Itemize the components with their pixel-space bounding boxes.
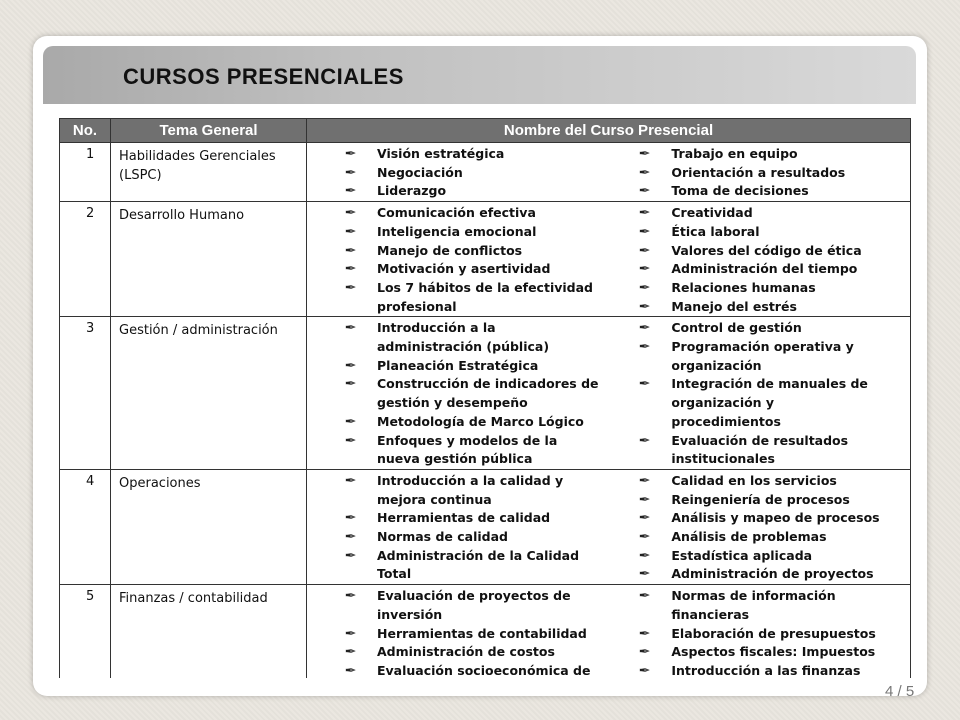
course-name: Herramientas de contabilidad (377, 625, 587, 641)
quill-bullet-icon: ✒ (344, 645, 357, 659)
course-item (638, 509, 910, 528)
course-item (344, 279, 605, 316)
courses-table-container (59, 118, 911, 678)
row-number: 4 (60, 469, 111, 584)
course-item (638, 662, 910, 678)
course-item (638, 145, 910, 164)
quill-bullet-icon: ✒ (344, 262, 357, 276)
course-column-left (307, 204, 605, 316)
course-name: Aspectos fiscales: Impuestos (671, 644, 876, 660)
quill-bullet-icon: ✒ (638, 321, 651, 335)
quill-bullet-icon: ✒ (344, 184, 357, 198)
course-name: Administración de costos (377, 644, 555, 660)
course-name: Relaciones humanas (671, 279, 816, 295)
course-name: Estadística aplicada (671, 547, 813, 563)
course-name: Análisis de problemas (671, 529, 827, 545)
table-row (60, 585, 911, 678)
table-row (60, 469, 911, 584)
topic-cell: Habilidades Gerenciales (LSPC) (111, 143, 307, 202)
quill-bullet-icon: ✒ (344, 321, 357, 335)
quill-bullet-icon: ✒ (344, 206, 357, 220)
quill-bullet-icon: ✒ (638, 492, 651, 506)
course-column-left (307, 472, 605, 584)
quill-bullet-icon: ✒ (638, 626, 651, 640)
course-name: Administración del tiempo (671, 261, 858, 277)
course-item (638, 587, 910, 624)
course-name: Administración de proyectos (671, 566, 874, 582)
course-name: Normas de información financieras (671, 588, 836, 622)
course-item (638, 260, 910, 279)
course-item (344, 242, 605, 261)
quill-bullet-icon: ✒ (344, 473, 357, 487)
topic-cell: Finanzas / contabilidad (111, 585, 307, 678)
table-row (60, 317, 911, 470)
course-column-left (307, 587, 605, 678)
course-name: Reingeniería de procesos (671, 491, 850, 507)
course-item (344, 164, 605, 183)
quill-bullet-icon: ✒ (638, 511, 651, 525)
course-item (344, 260, 605, 279)
course-column-right (605, 587, 910, 678)
course-item (638, 182, 910, 201)
quill-bullet-icon: ✒ (344, 433, 357, 447)
course-name: Orientación a resultados (671, 164, 846, 180)
course-item (638, 298, 910, 317)
header-course-name: Nombre del Curso Presencial (307, 119, 911, 143)
course-item (638, 319, 910, 338)
course-name: Toma de decisiones (671, 183, 809, 199)
quill-bullet-icon: ✒ (344, 511, 357, 525)
quill-bullet-icon: ✒ (638, 567, 651, 581)
course-column-right (605, 204, 910, 316)
courses-cell (307, 585, 911, 678)
course-item (344, 528, 605, 547)
page-number: 4 / 5 (885, 683, 915, 700)
course-item (344, 547, 605, 584)
courses-cell (307, 469, 911, 584)
table-row (60, 202, 911, 317)
course-name: Introducción a las finanzas (671, 662, 861, 678)
course-item (638, 242, 910, 261)
course-item (344, 204, 605, 223)
course-item (638, 472, 910, 491)
course-item (638, 528, 910, 547)
courses-cell (307, 143, 911, 202)
course-name: Los 7 hábitos de la efectividad profesional (377, 279, 593, 314)
quill-bullet-icon: ✒ (638, 224, 651, 238)
course-item (344, 223, 605, 242)
quill-bullet-icon: ✒ (638, 147, 651, 160)
course-item (344, 357, 605, 376)
courses-cell (307, 202, 911, 317)
quill-bullet-icon: ✒ (638, 340, 651, 354)
course-name: Visión estratégica (377, 146, 505, 161)
course-item (638, 164, 910, 183)
quill-bullet-icon: ✒ (638, 184, 651, 198)
course-name: Evaluación de resultados institucionales (671, 432, 849, 467)
course-column-right (605, 472, 910, 584)
course-item (344, 375, 605, 412)
course-item (638, 432, 910, 469)
header-no: No. (60, 119, 111, 143)
course-name: Manejo del estrés (671, 298, 797, 314)
quill-bullet-icon: ✒ (344, 280, 357, 294)
course-name: Enfoques y modelos de la nueva gestión pública (377, 432, 558, 467)
course-column-left (307, 319, 605, 469)
course-column-left (307, 145, 605, 201)
course-name: Trabajo en equipo (671, 146, 798, 161)
topic-cell: Desarrollo Humano (111, 202, 307, 317)
course-item (638, 547, 910, 566)
course-name: Motivación y asertividad (377, 261, 551, 277)
row-number: 1 (60, 143, 111, 202)
quill-bullet-icon: ✒ (638, 165, 651, 179)
quill-bullet-icon: ✒ (638, 663, 651, 677)
quill-bullet-icon: ✒ (638, 299, 651, 313)
course-item (638, 375, 910, 431)
course-item (638, 491, 910, 510)
course-item (344, 472, 605, 509)
quill-bullet-icon: ✒ (638, 530, 651, 544)
row-number: 3 (60, 317, 111, 470)
header-topic: Tema General (111, 119, 307, 143)
course-item (638, 279, 910, 298)
table-header-row (60, 119, 911, 143)
courses-cell (307, 317, 911, 470)
course-name: Herramientas de calidad (377, 510, 551, 526)
course-name: Ética laboral (671, 223, 760, 239)
course-item (638, 643, 910, 662)
course-name: Control de gestión (671, 320, 802, 336)
course-name: Evaluación de proyectos de inversión (377, 588, 571, 622)
quill-bullet-icon: ✒ (638, 548, 651, 562)
course-item (638, 338, 910, 375)
course-column-right (605, 319, 910, 469)
slide-title: CURSOS PRESENCIALES (123, 64, 404, 89)
topic-cell: Gestión / administración (111, 317, 307, 470)
course-name: Programación operativa y organización (671, 339, 854, 373)
topic-cell: Operaciones (111, 469, 307, 584)
quill-bullet-icon: ✒ (344, 224, 357, 238)
quill-bullet-icon: ✒ (344, 626, 357, 640)
course-item (638, 565, 910, 584)
course-name: Normas de calidad (377, 529, 508, 545)
course-item (344, 413, 605, 432)
course-name: Planeación Estratégica (377, 357, 539, 373)
course-name: Introducción a la calidad y mejora continua (377, 472, 564, 507)
table-row (60, 143, 911, 202)
course-name: Integración de manuales de organización y procedimientos (671, 376, 868, 429)
quill-bullet-icon: ✒ (344, 358, 357, 372)
course-name: Análisis y mapeo de procesos (671, 510, 880, 526)
row-number: 2 (60, 202, 111, 317)
course-item (344, 587, 605, 624)
quill-bullet-icon: ✒ (344, 530, 357, 544)
course-item (638, 223, 910, 242)
row-number: 5 (60, 585, 111, 678)
course-item (344, 145, 605, 164)
course-name: Metodología de Marco Lógico (377, 413, 584, 429)
quill-bullet-icon: ✒ (344, 414, 357, 428)
table-body (60, 143, 911, 679)
course-item (344, 643, 605, 662)
quill-bullet-icon: ✒ (344, 548, 357, 562)
course-item (638, 625, 910, 644)
course-name: Comunicación efectiva (377, 205, 536, 221)
course-name: Construcción de indicadores de gestión y desempeño (377, 376, 599, 411)
course-item (638, 204, 910, 223)
course-name: Negociación (377, 164, 463, 180)
quill-bullet-icon: ✒ (344, 147, 357, 160)
quill-bullet-icon: ✒ (344, 663, 357, 677)
course-name: Administración de la Calidad Total (377, 547, 580, 582)
quill-bullet-icon: ✒ (638, 589, 651, 603)
course-item (344, 509, 605, 528)
course-column-right (605, 145, 910, 201)
quill-bullet-icon: ✒ (638, 280, 651, 294)
course-name: Valores del código de ética (671, 242, 862, 258)
course-item (344, 319, 605, 356)
quill-bullet-icon: ✒ (638, 206, 651, 220)
course-item (344, 432, 605, 469)
quill-bullet-icon: ✒ (638, 262, 651, 276)
course-name: Creatividad (671, 205, 753, 221)
quill-bullet-icon: ✒ (344, 377, 357, 391)
quill-bullet-icon: ✒ (638, 433, 651, 447)
course-name: Inteligencia emocional (377, 223, 537, 239)
course-item (344, 182, 605, 201)
course-name: Liderazgo (377, 183, 447, 199)
course-name: Evaluación socioeconómica de (377, 662, 591, 678)
quill-bullet-icon: ✒ (638, 377, 651, 391)
quill-bullet-icon: ✒ (638, 243, 651, 257)
course-item (344, 625, 605, 644)
quill-bullet-icon: ✒ (638, 645, 651, 659)
course-name: Elaboración de presupuestos (671, 625, 876, 641)
courses-table (59, 118, 911, 678)
course-name: Manejo de conflictos (377, 242, 523, 258)
course-name: Calidad en los servicios (671, 472, 837, 488)
quill-bullet-icon: ✒ (638, 473, 651, 487)
quill-bullet-icon: ✒ (344, 165, 357, 179)
quill-bullet-icon: ✒ (344, 589, 357, 603)
course-item (344, 662, 605, 678)
quill-bullet-icon: ✒ (344, 243, 357, 257)
course-name: Introducción a la administración (pública) (377, 320, 550, 355)
